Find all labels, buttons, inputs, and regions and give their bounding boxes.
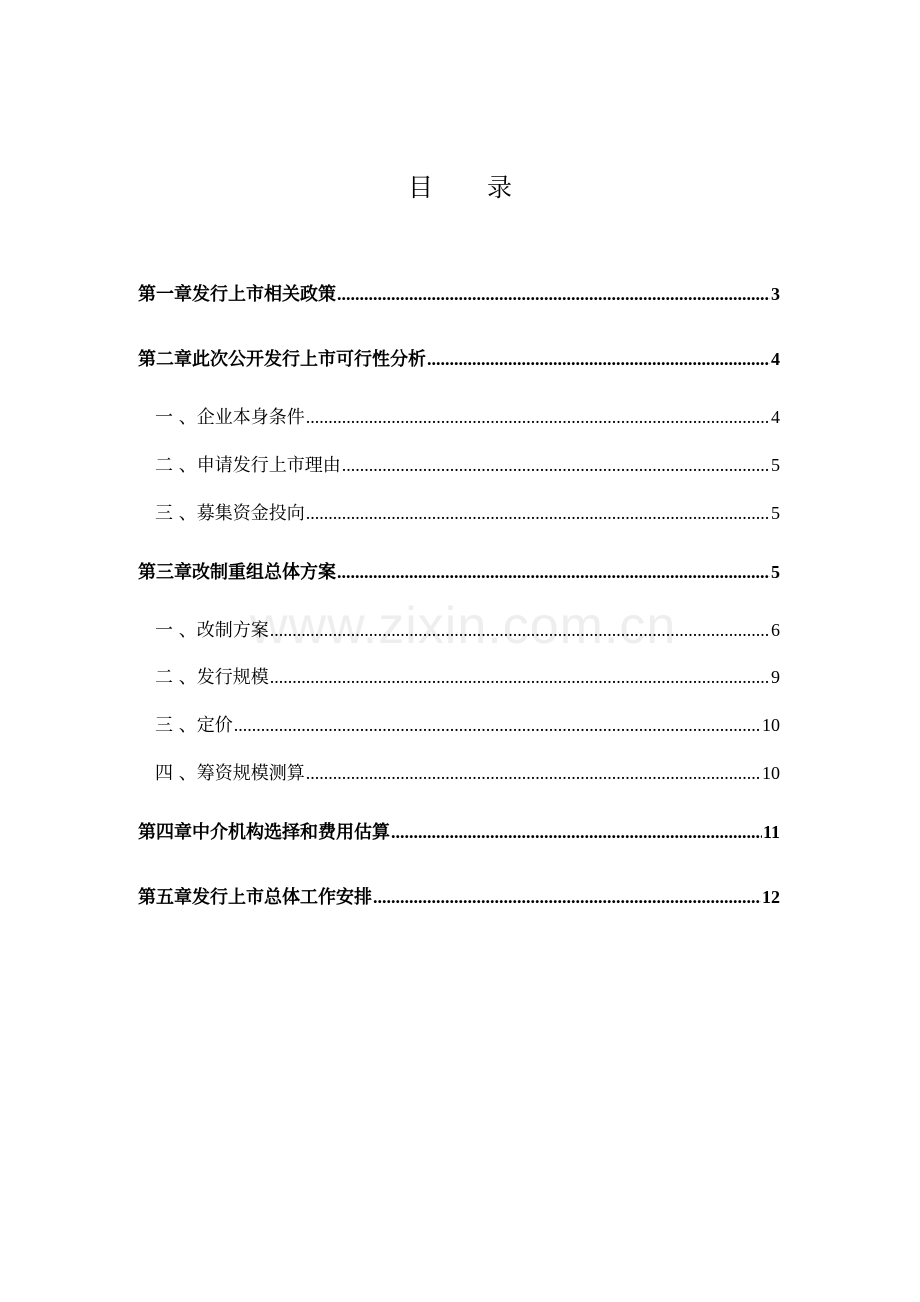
toc-entry-title: 发行规模 <box>196 667 269 688</box>
toc-leader <box>270 620 770 641</box>
toc-entry-page: 4 <box>771 407 780 427</box>
toc-entry[interactable] <box>138 883 780 909</box>
toc-entry-number: 一 、 <box>155 407 197 428</box>
toc-leader <box>391 822 762 843</box>
toc-entry-page: 5 <box>771 455 780 475</box>
toc-entry-number: 第五章 <box>138 887 192 908</box>
toc-leader <box>306 503 770 524</box>
toc-entry-title: 筹资规模测算 <box>196 763 305 784</box>
toc-leader <box>373 887 761 908</box>
toc-entry[interactable] <box>155 616 780 642</box>
toc-leader <box>337 562 770 583</box>
toc-leader <box>342 455 770 476</box>
toc-entry-number: 一 、 <box>155 620 197 641</box>
toc-entry-title: 改制方案 <box>196 620 269 641</box>
toc-entry[interactable] <box>138 818 780 844</box>
toc-entry-title: 发行上市总体工作安排 <box>192 887 372 908</box>
toc-entry-number: 第四章 <box>138 822 192 843</box>
toc-entry-number: 第三章 <box>138 562 192 583</box>
toc-entry-page: 12 <box>762 887 780 907</box>
toc-leader <box>270 667 770 688</box>
watermark: www.zixin.com.cn <box>250 597 677 655</box>
toc-entry[interactable] <box>155 499 780 525</box>
toc-entry-title: 此次公开发行上市可行性分析 <box>192 349 426 370</box>
toc-entry-number: 二 、 <box>155 455 197 476</box>
toc-entry-number: 三 、 <box>155 503 197 524</box>
toc-entry-page: 3 <box>771 284 780 304</box>
toc-entry-page: 11 <box>762 822 780 842</box>
toc-entry[interactable] <box>155 451 780 477</box>
toc-entry-page: 10 <box>762 715 780 735</box>
toc-leader <box>427 349 770 370</box>
toc-entry-number: 四 、 <box>155 763 197 784</box>
toc-entry-page: 5 <box>771 503 780 523</box>
toc-entry-number: 第一章 <box>138 284 192 305</box>
page-title <box>0 168 920 204</box>
toc-entry-title: 定价 <box>196 715 233 736</box>
toc-entry-page: 5 <box>771 562 780 582</box>
toc-entry[interactable] <box>155 403 780 429</box>
toc-leader <box>234 715 761 736</box>
toc-leader <box>306 763 761 784</box>
toc-entry-number: 二 、 <box>155 667 197 688</box>
toc-leader <box>337 284 770 305</box>
toc-entry-page: 10 <box>762 763 780 783</box>
toc-entry[interactable] <box>155 663 780 689</box>
toc-entry-title: 企业本身条件 <box>196 407 305 428</box>
toc-entry-number: 三 、 <box>155 715 197 736</box>
toc-leader <box>306 407 770 428</box>
toc-entry[interactable] <box>155 759 780 785</box>
toc-entry[interactable] <box>138 345 780 371</box>
toc-entry-title: 改制重组总体方案 <box>192 562 336 583</box>
toc-entry-title: 发行上市相关政策 <box>192 284 336 305</box>
toc-entry-title: 申请发行上市理由 <box>196 455 341 476</box>
toc-entry-title: 募集资金投向 <box>196 503 305 524</box>
toc-entry[interactable] <box>138 558 780 584</box>
page-title-part1: 目 <box>407 173 433 202</box>
toc-entry-page: 9 <box>771 667 780 687</box>
toc-entry-page: 6 <box>771 620 780 640</box>
toc-entry[interactable] <box>138 280 780 306</box>
page-title-part2: 录 <box>487 173 513 202</box>
toc-entry[interactable] <box>155 711 780 737</box>
toc-entry-page: 4 <box>771 349 780 369</box>
toc-entry-number: 第二章 <box>138 349 192 370</box>
toc-entry-title: 中介机构选择和费用估算 <box>192 822 390 843</box>
